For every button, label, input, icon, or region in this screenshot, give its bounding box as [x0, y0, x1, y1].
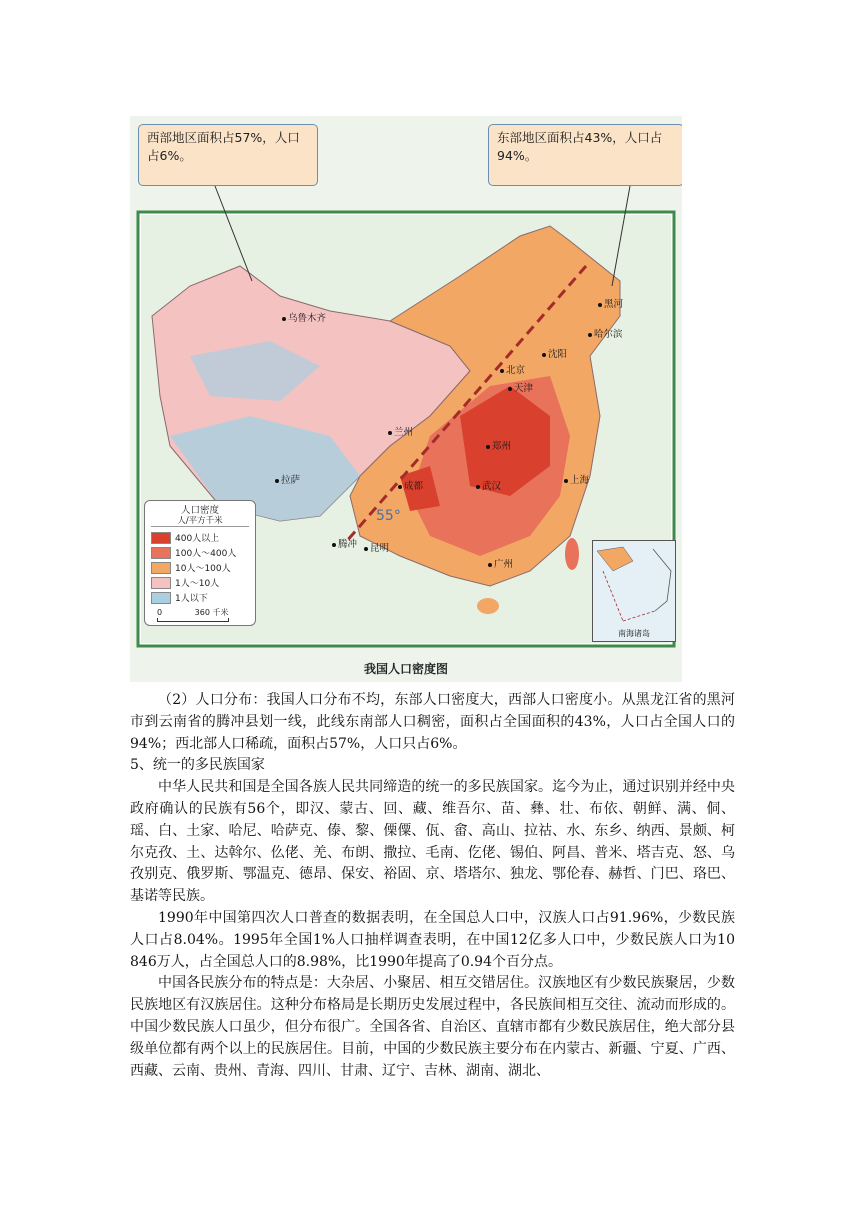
body-text: [130, 690, 735, 1082]
legend-label: 1人以下: [175, 594, 208, 604]
city-shanghai: 上海: [564, 472, 589, 486]
south-china-sea-inset: [592, 540, 676, 642]
legend-item: [151, 575, 249, 590]
inset-label: 南海诸岛: [618, 629, 650, 638]
taiwan: [565, 538, 579, 570]
west-callout: 西部地区面积占57%，人口占6%。: [138, 124, 318, 186]
section-heading: 5、统一的多民族国家: [130, 757, 265, 774]
city-harbin: 哈尔滨: [588, 326, 623, 340]
legend-item: [151, 530, 249, 545]
east-callout: 东部地区面积占43%，人口占94%。: [488, 124, 682, 186]
scale-end: 360 千米: [194, 608, 229, 617]
city-zhengzhou: 郑州: [486, 438, 511, 452]
legend-label: 100人～400人: [175, 549, 237, 559]
city-urumqi: 乌鲁木齐: [282, 310, 326, 324]
paragraph-ethnic-groups: 中华人民共和国是全国各族人民共同缔造的统一的多民族国家。迄今为止，通过识别并经中央政府确认的民族有56个，即汉、蒙古、回、藏、维吾尔、苗、彝、壮、布依、朝鲜、满、侗、瑶、白、土家、哈尼、哈萨克、傣、黎、傈僳、佤、畲、高山、拉祜、水、东乡、纳西、景颇、柯尔克孜、土、达斡尔、仫佬、羌、布朗、撒拉、毛南、仡佬、锡伯、阿昌、普米、塔吉克、怒、乌孜别克、俄罗斯、鄂温克、德昂、保安、裕固、京、塔塔尔、独龙、鄂伦春、赫哲、门巴、珞巴、基诺等民族。: [130, 779, 735, 905]
legend-swatch: [151, 547, 171, 559]
scale-bar: [151, 607, 249, 622]
paragraph-population-distribution: （2）人口分布：我国人口分布不均，东部人口密度大，西部人口密度小。从黑龙江省的黑河市到云南省的腾冲县划一线，此线东南部人口稠密，面积占全国面积的43%，人口占全国人口的94%；西北部人口稀疏，面积占57%，人口只占6%。: [130, 692, 735, 752]
city-lanzhou: 兰州: [388, 424, 413, 438]
legend-swatch: [151, 592, 171, 604]
legend-unit: 人/平方千米: [151, 516, 249, 527]
legend-swatch: [151, 577, 171, 589]
legend-title: 人口密度: [180, 505, 219, 516]
legend-swatch: [151, 532, 171, 544]
figure-caption: 我国人口密度图: [363, 662, 448, 676]
city-tengchong: 腾冲: [332, 536, 357, 550]
city-wuhan: 武汉: [476, 478, 501, 492]
city-guangzhou: 广州: [488, 556, 513, 570]
city-beijing: 北京: [500, 362, 525, 376]
city-heihe: 黑河: [598, 296, 623, 310]
scale-line: [157, 618, 229, 622]
legend-item: [151, 590, 249, 605]
population-density-map: [130, 116, 682, 682]
legend-label: 400人以上: [175, 534, 220, 544]
hainan: [477, 598, 499, 614]
line-angle-label: 55°: [376, 508, 401, 524]
city-lhasa: 拉萨: [275, 472, 300, 486]
legend-label: 10人～100人: [175, 564, 231, 574]
legend-item: [151, 560, 249, 575]
city-kunming: 昆明: [364, 540, 389, 554]
legend-label: 1人～10人: [175, 579, 220, 589]
legend-swatch: [151, 562, 171, 574]
paragraph-census: 1990年中国第四次人口普查的数据表明，在全国总人口中，汉族人口占91.96%，少数民族人口占8.04%。1995年全国1%人口抽样调查表明，在中国12亿多人口中，少数民族人口为10 846万人，占全国总人口的8.98%，比1990年提高了0.94个百分点。: [130, 909, 735, 970]
inset-graphic: [593, 541, 675, 641]
city-chengdu: 成都: [398, 478, 423, 492]
city-shenyang: 沈阳: [542, 346, 567, 360]
scale-start: 0: [157, 608, 163, 617]
legend-item: [151, 545, 249, 560]
map-legend: [144, 500, 256, 626]
paragraph-distribution-features: 中国各民族分布的特点是：大杂居、小聚居、相互交错居住。汉族地区有少数民族聚居，少数民族地区有汉族居住。这种分布格局是长期历史发展过程中，各民族间相互交往、流动而形成的。中国少数民族人口虽少，但分布很广。全国各省、自治区、直辖市都有少数民族居住，绝大部分县级单位都有两个以上的民族居住。目前，中国的少数民族主要分布在内蒙古、新疆、宁夏、广西、西藏、云南、贵州、青海、四川、甘肃、辽宁、吉林、湖南、湖北、: [130, 975, 735, 1079]
city-tianjin: 天津: [508, 380, 533, 394]
